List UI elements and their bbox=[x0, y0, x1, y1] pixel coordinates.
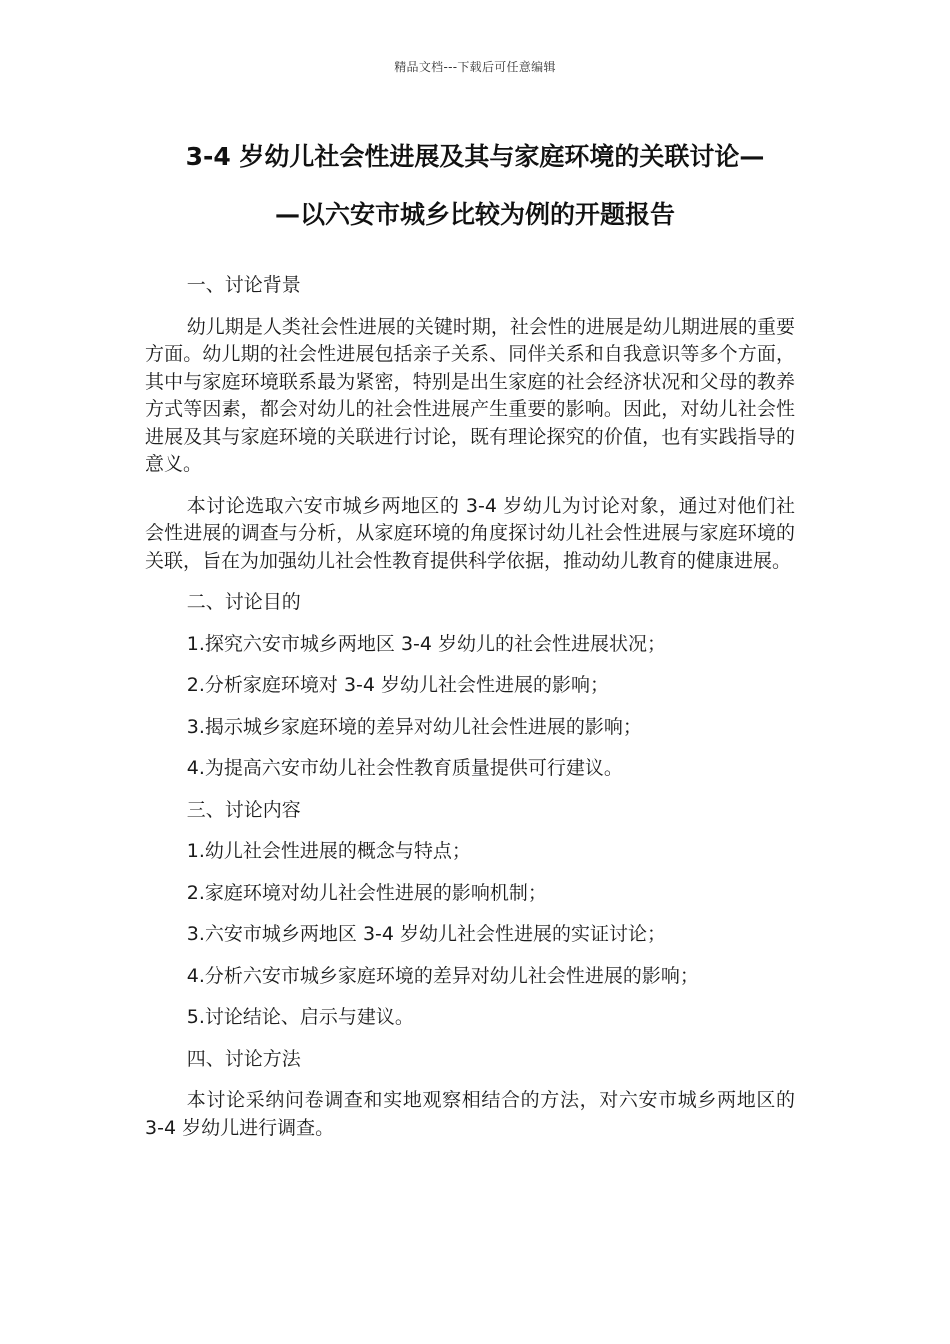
section-heading-purpose: 二、讨论目的 bbox=[186, 591, 301, 613]
list-item-purpose-4: 4.为提高六安市幼儿社会性教育质量提供可行建议。 bbox=[186, 757, 623, 779]
document-title-line-2: —以六安市城乡比较为例的开题报告 bbox=[274, 200, 675, 229]
document-body bbox=[145, 272, 795, 1156]
paragraph-background-1: 幼儿期是人类社会性进展的关键时期，社会性的进展是幼儿期进展的重要方面。幼儿期的社会性进展包括亲子关系、同伴关系和自我意识等多个方面，其中与家庭环境联系最为紧密，特别是出生家庭的社会经济状况和父母的教养方式等因素，都会对幼儿的社会性进展产生重要的影响。因此，对幼儿社会性进展及其与家庭环境的关联进行讨论，既有理论探究的价值，也有实践指导的意义。 bbox=[145, 315, 795, 475]
header-note: 精品文档---下载后可任意编辑 bbox=[394, 60, 556, 74]
document-title-line-1: 3-4 岁幼儿社会性进展及其与家庭环境的关联讨论— bbox=[185, 142, 765, 171]
list-item-content-4: 4.分析六安市城乡家庭环境的差异对幼儿社会性进展的影响； bbox=[186, 964, 699, 987]
section-heading-method: 四、讨论方法 bbox=[186, 1047, 301, 1070]
paragraph-method-1: 本讨论采纳问卷调查和实地观察相结合的方法，对六安市城乡两地区的 3-4 岁幼儿进行调查。 bbox=[145, 1089, 795, 1139]
list-item-content-2: 2.家庭环境对幼儿社会性进展的影响机制； bbox=[186, 881, 547, 904]
list-item-purpose-2: 2.分析家庭环境对 3-4 岁幼儿社会性进展的影响； bbox=[186, 674, 610, 696]
section-heading-content: 三、讨论内容 bbox=[186, 798, 301, 821]
paragraph-background-2: 本讨论选取六安市城乡两地区的 3-4 岁幼儿为讨论对象，通过对他们社会性进展的调查与分析，从家庭环境的角度探讨幼儿社会性进展与家庭环境的关联，旨在为加强幼儿社会性教育提供科学依据，推动幼儿教育的健康进展。 bbox=[145, 494, 795, 572]
list-item-content-1: 1.幼儿社会性进展的概念与特点； bbox=[186, 840, 471, 862]
list-item-content-3: 3.六安市城乡两地区 3-4 岁幼儿社会性进展的实证讨论； bbox=[186, 923, 667, 945]
section-heading-background: 一、讨论背景 bbox=[186, 274, 301, 296]
list-item-purpose-3: 3.揭示城乡家庭环境的差异对幼儿社会性进展的影响； bbox=[186, 715, 642, 738]
list-item-content-5: 5.讨论结论、启示与建议。 bbox=[186, 1006, 414, 1028]
list-item-purpose-1: 1.探究六安市城乡两地区 3-4 岁幼儿的社会性进展状况； bbox=[186, 632, 667, 655]
